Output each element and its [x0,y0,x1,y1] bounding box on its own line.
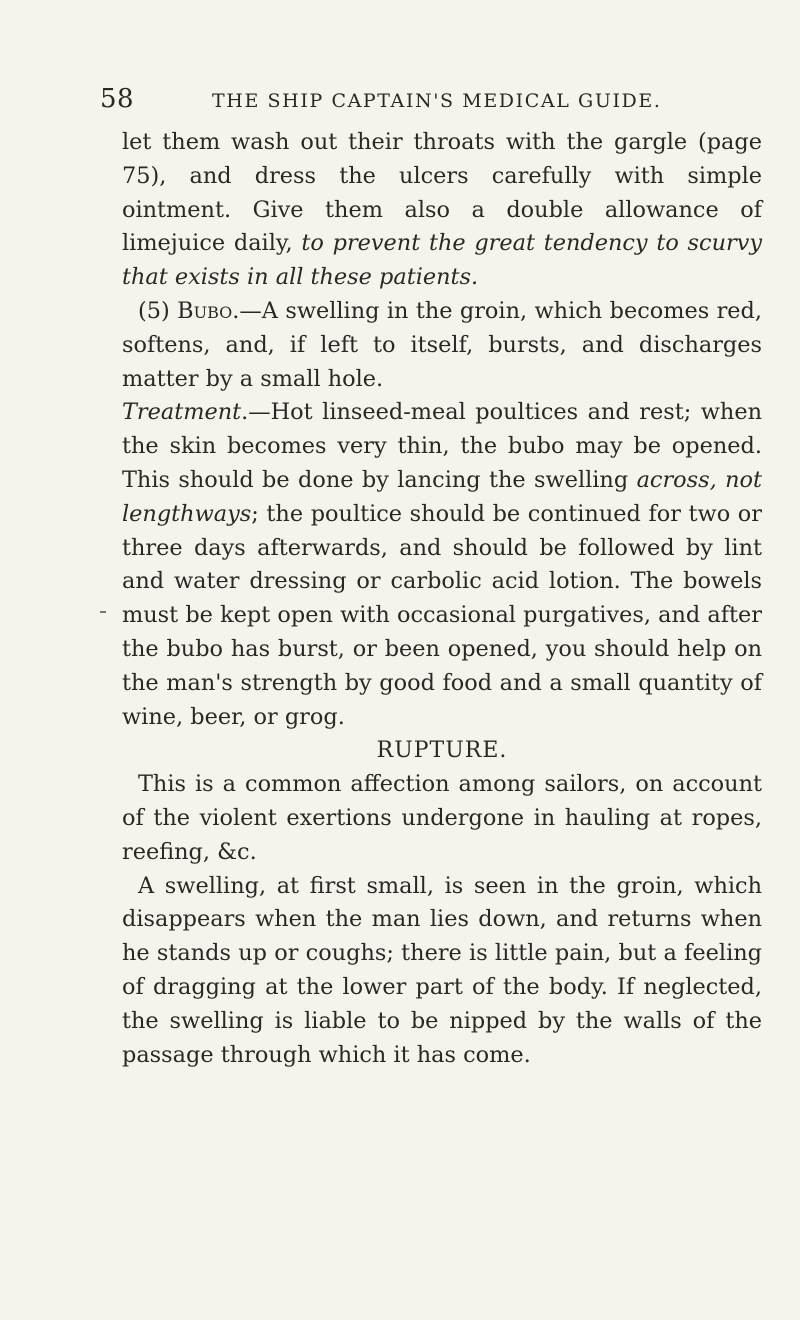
emphasis-text: to prevent the great tendency to scurvy that exists in all these patients. [122,230,762,291]
paragraph-bubo [122,295,762,396]
item-number: (5) [138,297,178,324]
paragraph-text: .—Hot linseed-meal poultices and rest; when the skin becomes very thin, the bubo may be opened. This should be done by lancing the swelling [122,399,762,493]
body-text [122,126,762,1072]
running-title: THE SHIP CAPTAIN'S MEDICAL GUIDE. [212,90,662,112]
section-heading: RUPTURE. [376,738,508,764]
paragraph-text: .—A swelling in the groin, which becomes red, softens, and, if left to itself, bursts, and discharges matter by a small hole. [122,297,762,392]
paragraph-text: ; the poultice should be continued for two or three days afterwards, and should be followed by lint and water dressing or carbolic acid lotion. The bowels must be kept open with occasional purgatives, and after the bubo has burst, or been opened, you should help on the man's strength by good food and a small quantity of wine, beer, or grog. [122,500,762,730]
treatment-label: Treatment [122,399,242,426]
page-header [100,84,740,124]
emphasis-text: across, not lengthways [122,466,763,527]
paragraph-rupture-intro: This is a common affection among sailors, on account of the violent exertions undergone in hauling at ropes, reefing, &c. [122,771,762,865]
page-number: 58 [100,84,135,114]
margin-mark [100,611,106,613]
paragraph-treatment [122,396,762,734]
paragraph-text: let them wash out their throats with the gargle (page 75), and dress the ulcers carefully with simple ointment. Give them also a double allowance of limejuice daily, [122,129,762,257]
paragraph-continuation [122,126,762,295]
term-bubo: Bubo [177,297,233,324]
paragraph-rupture-description: A swelling, at first small, is seen in the groin, which disappears when the man lies down, and returns when he stands up or coughs; there is little pain, but a feeling of dragging at the lower part of the body. If neglected, the swelling is liable to be nipped by the walls of the passage through which it has come. [122,872,762,1068]
